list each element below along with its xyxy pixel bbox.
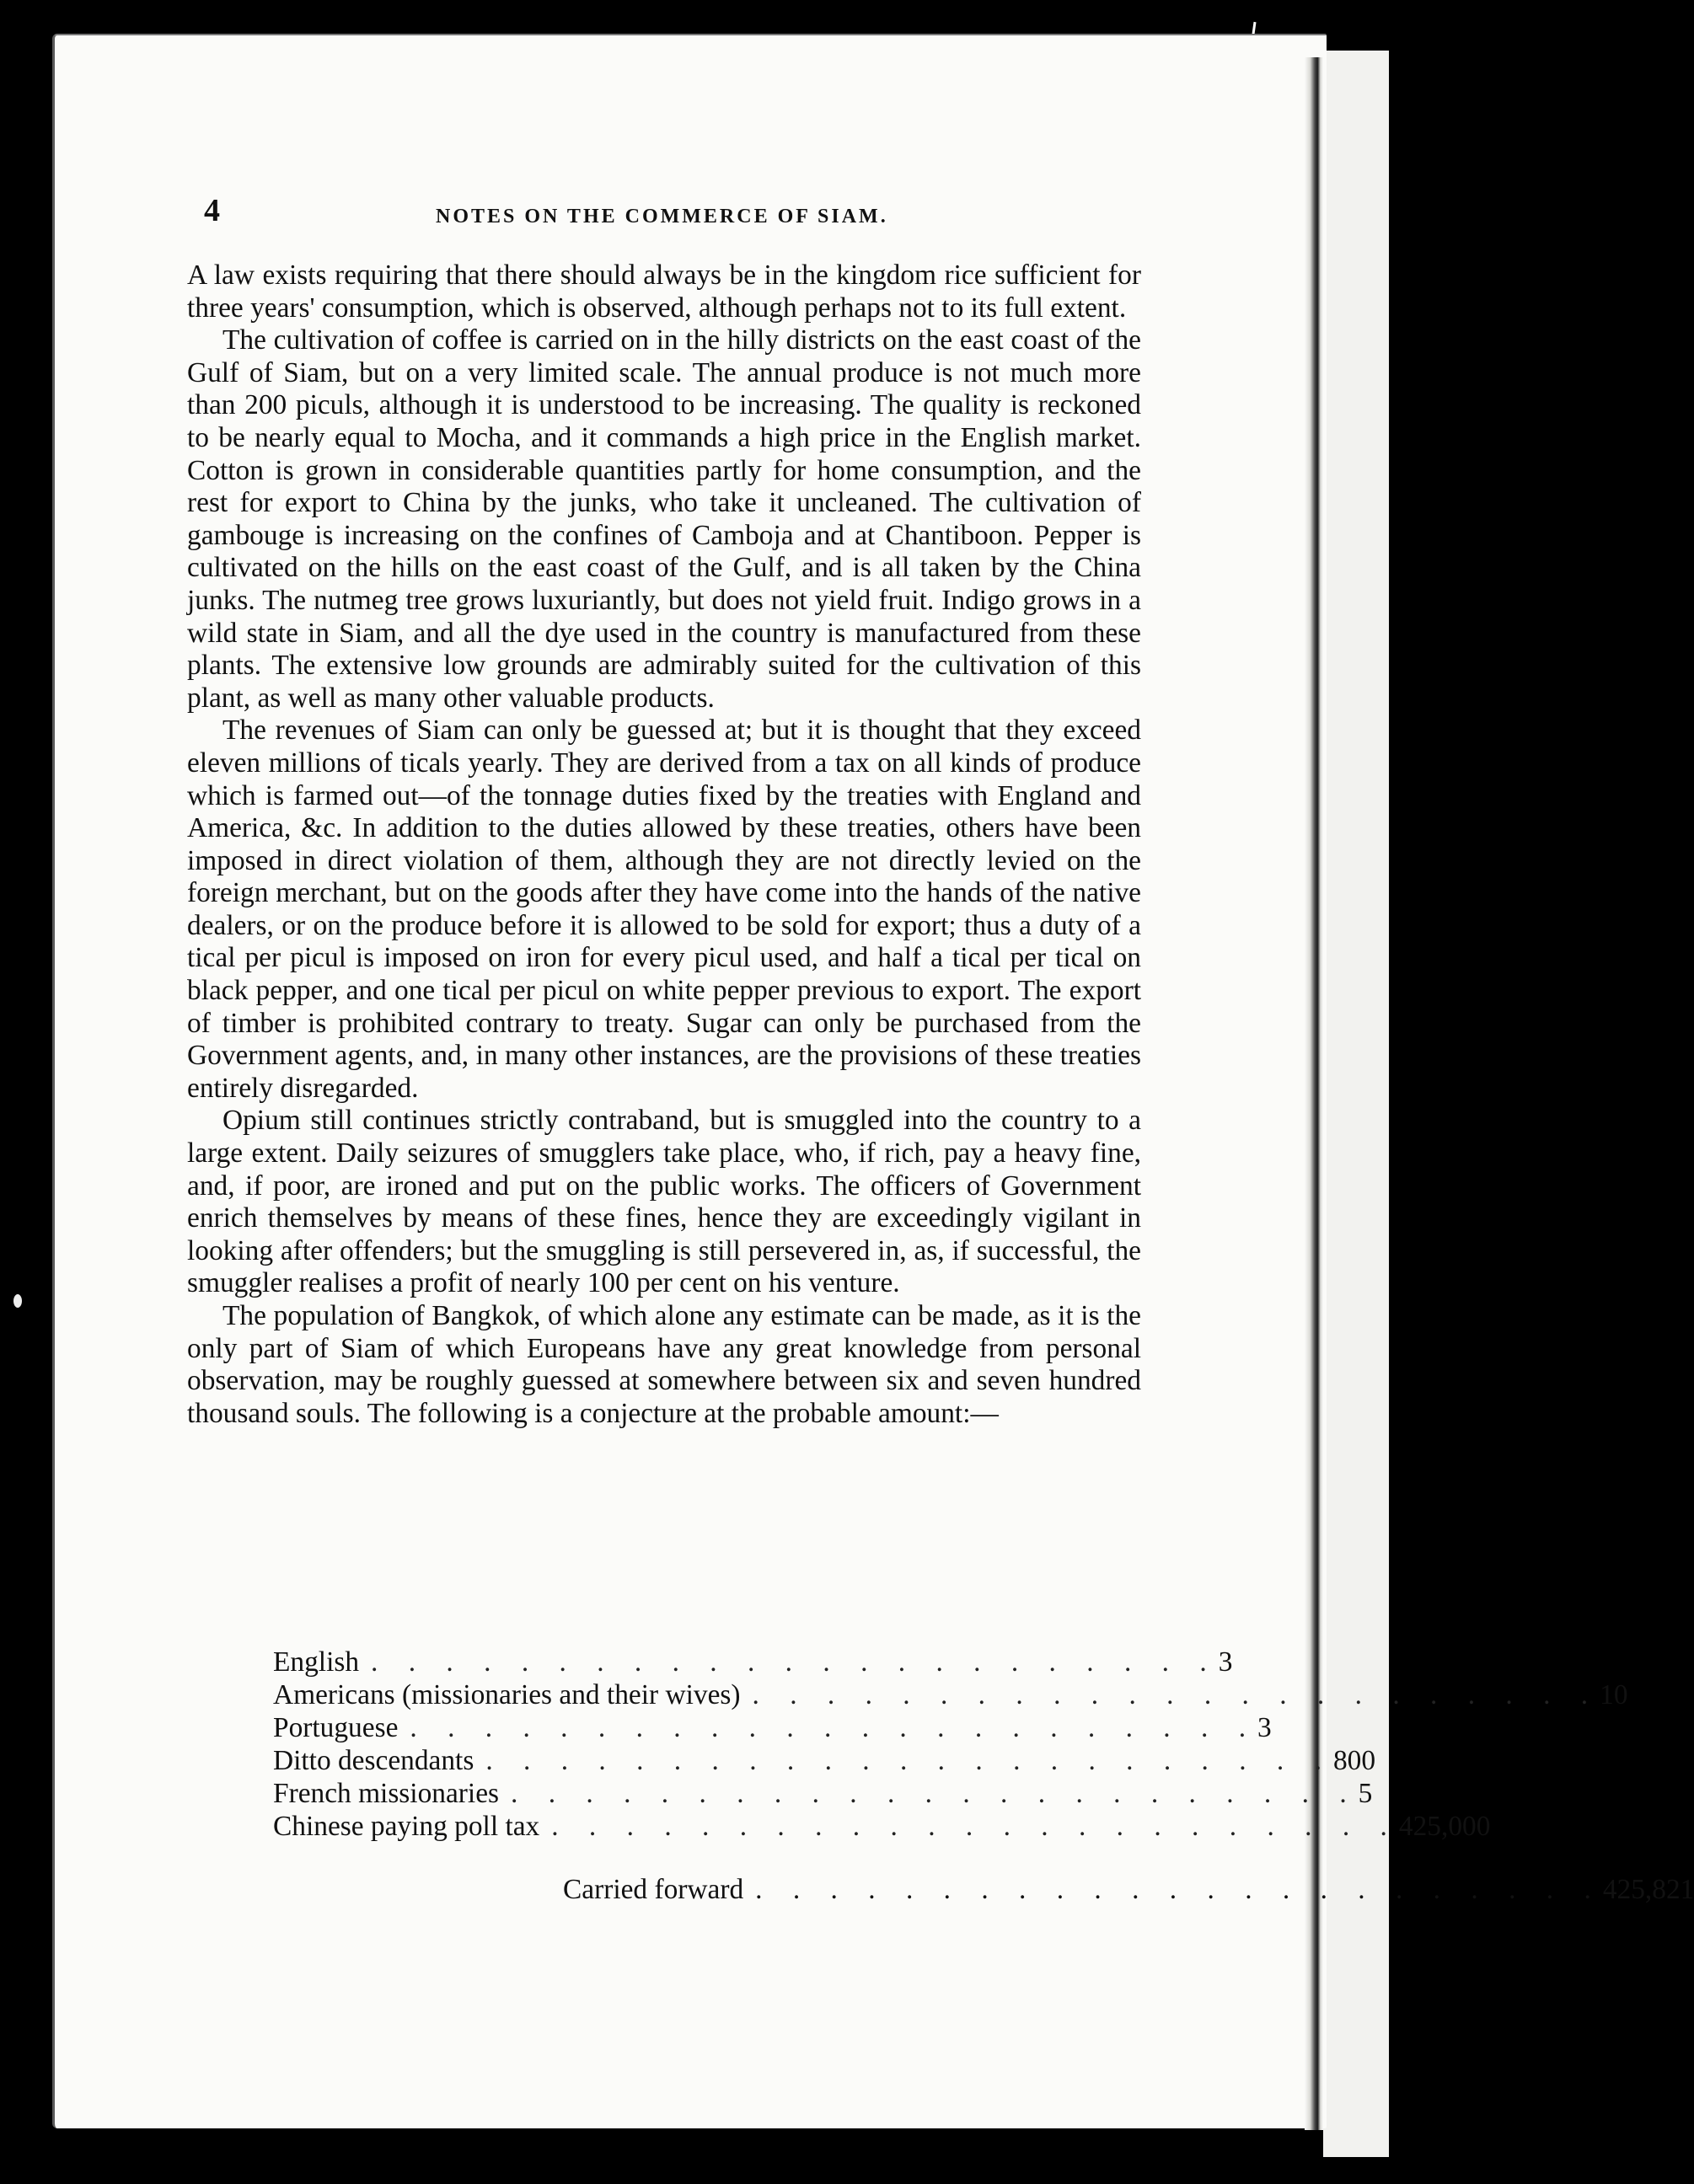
table-row (273, 1745, 1376, 1778)
paragraph: Opium still continues strictly contraband, but is smuggled into the country to a large extent. Daily seizures of smugglers take place, who, if rich, pay a heavy fine, and, if poor, are ironed and put on the public works. The officers of Government enrich themselves by means of these fines, hence they are exceedingly vigilant in looking after offenders; but the smuggling is still persevered in, as, if successful, the smuggler realises a profit of nearly 100 per cent on his venture. (187, 1105, 1141, 1299)
row-value: 800 (1332, 1745, 1376, 1776)
row-value: 3 (1257, 1712, 1272, 1743)
row-value: 3 (1218, 1646, 1233, 1678)
table-row (273, 1811, 1491, 1844)
row-label: Americans (missionaries and their wives) (273, 1679, 741, 1710)
table-row (273, 1778, 1373, 1811)
scan-artifact (13, 1294, 22, 1308)
paragraph: The revenues of Siam can only be guessed at; but it is thought that they exceed eleven millions of ticals yearly. They are derived from a tax on all kinds of produce which is farmed out—of the tonnage duties fixed by the treaties with England and America, &c. In addition to the duties allowed by these treaties, others have been imposed in direct violation of them, although they are not directly levied on the foreign merchant, but on the goods after they have come into the hands of the native dealers, or on the produce before it is allowed to be sold for export; thus a duty of a tical per picul is imposed on iron for every picul used, and half a tical per tical on black pepper, and one tical per picul on white pepper previous to export. The export of timber is prohibited contrary to treaty. Sugar can only be purchased from the Government agents, and, in many other instances, are the provisions of these treaties entirely disregarded. (187, 715, 1141, 1104)
leader-dots: . . . . . . . . . . . . . . . . . . . . . . . (371, 1646, 1219, 1678)
row-value: 10 (1600, 1679, 1628, 1710)
leader-dots: . . . . . . . . . . . . . . . . . . . . . . . (752, 1679, 1600, 1710)
population-table (273, 1646, 1694, 1908)
total-value: 425,821 (1602, 1874, 1694, 1905)
leader-dots: . . . . . . . . . . . . . . . . . . . . . . . (755, 1874, 1603, 1905)
leader-dots: . . . . . . . . . . . . . . . . . . . . . . . (551, 1811, 1399, 1842)
leader-dots: . . . . . . . . . . . . . . . . . . . . . . . (485, 1745, 1333, 1776)
row-value: 5 (1358, 1778, 1373, 1809)
page-header (204, 192, 1148, 243)
total-label: Carried forward (563, 1874, 744, 1905)
body-text (187, 260, 1141, 1430)
total-row (273, 1874, 1694, 1908)
running-head: NOTES ON THE COMMERCE OF SIAM. (436, 206, 888, 228)
row-label: English (273, 1646, 360, 1678)
page-number: 4 (204, 193, 220, 228)
leader-dots: . . . . . . . . . . . . . . . . . . . . . . . (410, 1712, 1258, 1743)
row-label: Chinese paying poll tax (273, 1811, 540, 1842)
table-row (273, 1712, 1272, 1745)
paragraph: The population of Bangkok, of which alone any estimate can be made, as it is the only part of Siam of which Europeans have any great knowledge from personal observation, may be roughly guessed at somewhere between six and seven hundred thousand souls. The following is a conjecture at the probable amount:— (187, 1300, 1141, 1429)
table-row (273, 1679, 1628, 1712)
row-label: Portuguese (273, 1712, 399, 1743)
table-row (273, 1646, 1233, 1679)
row-value: 425,000 (1398, 1811, 1491, 1842)
row-label: French missionaries (273, 1778, 500, 1809)
leader-dots: . . . . . . . . . . . . . . . . . . . . . . . (511, 1778, 1359, 1809)
paragraph: A law exists requiring that there should always be in the kingdom rice sufficient for three years' consumption, which is observed, although perhaps not to its full extent. (187, 260, 1141, 324)
paragraph: The cultivation of coffee is carried on in the hilly districts on the east coast of the Gulf of Siam, but on a very limited scale. The annual produce is not much more than 200 piculs, although it is understood to be increasing. The quality is reckoned to be nearly equal to Mocha, and it commands a high price in the English market. Cotton is grown in considerable quantities partly for home consumption, and the rest for export to China by the junks, who take it uncleaned. The cultivation of gambouge is increasing on the confines of Camboja and at Chantiboon. Pepper is cultivated on the hills on the east coast of the Gulf, and is all taken by the China junks. The nutmeg tree grows luxuriantly, but does not yield fruit. Indigo grows in a wild state in Siam, and all the dye used in the country is manufactured from these plants. The extensive low grounds are admirably suited for the cultivation of this plant, as well as many other valuable products. (187, 324, 1141, 714)
row-label: Ditto descendants (273, 1745, 474, 1776)
